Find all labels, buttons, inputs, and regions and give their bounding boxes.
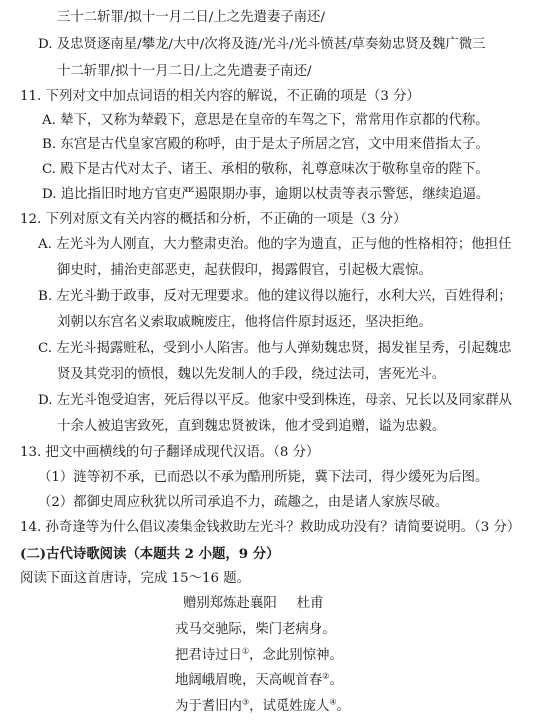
q11-option-c: C. 殿下是古代对太子、诸王、承相的敬称，礼尊意味次于敬称皇帝的陛下。: [42, 162, 489, 177]
poem-line-2: 把君诗过日①，念此别惊神。: [175, 646, 343, 663]
footnote-marker-4: ④: [329, 697, 337, 707]
q12-option-a-line1: A. 左光斗为人刚直，大力整肃吏治。他的字为遗直，正与他的性格相符；他担任: [38, 237, 512, 252]
q12-option-d-line2: 十余人被追害致死，直到魏忠贤被诛，他才受到追赠，谥为忠毅。: [57, 419, 446, 434]
q12-option-c-line1: C. 左光斗揭露赃私，受到小人陷害。他与人弹劾魏忠贤，揭发崔呈秀，引起魏忠: [38, 341, 512, 356]
q12-stem: 12. 下列对原文有关内容的概括和分析，不正确的一项是（3 分）: [20, 212, 407, 227]
q11-option-b: B. 东宫是古代皇家宫殿的称呼，由于是太子所居之宫，文中用来借指太子。: [42, 137, 489, 152]
q13-sentence-2: （2）都御史周应秋犹以所司承追不力，疏趣之，由是诸人家族尽破。: [38, 495, 449, 510]
poem-title: 赠别郑炼赴襄阳: [183, 596, 277, 611]
footnote-marker-1: ①: [241, 646, 250, 656]
poem-line-1: 戎马交驰际，柴门老病身。: [175, 622, 336, 637]
q11-option-a: A. 辇下，又称为辇毂下，意思是在皇帝的车驾之下，常常用作京都的代称。: [42, 113, 489, 128]
instruction: 阅读下面这首唐诗，完成 15～16 题。: [20, 571, 251, 586]
q12-option-a-line2: 御史时，捕治吏部恶吏，起获假印，揭露假官，引起极大震惊。: [57, 263, 432, 278]
q12-option-b-line2: 刘朝以东宫名义索取戚畹废庄，他将信件原封返还，坚决拒绝。: [57, 315, 432, 330]
q12-option-d-line1: D. 左光斗饱受迫害，死后得以平反。他家中受到株连，母亲、兄长以及同家群从: [38, 393, 513, 408]
option-d-continuation: 十二斩罪/拟十一月二日/上之先遣妻子南还/: [57, 64, 312, 79]
q11-stem: 11. 下列对文中加点词语的相关内容的解说，不正确的项是（3 分）: [20, 89, 420, 104]
poem-line-3: 地阔峨眉晚，天高岘首春②。: [175, 671, 343, 688]
section-note: （本题共 2 小题，9 分）: [126, 546, 280, 562]
q11-option-d: D. 追比指旧时地方官吏严遏限期办事，逾期以杖责等表示警惩，继续追逼。: [42, 187, 490, 202]
poem-title-line: [183, 595, 324, 613]
footnote-marker-3: ③: [241, 697, 250, 707]
poem-author: 杜甫: [296, 596, 324, 611]
q12-option-c-line2: 贤及其党羽的愤恨，魏以先发制人的手段，绕过法司，害死光斗。: [57, 367, 446, 382]
q12-option-b-line1: B. 左光斗勤于政事，反对无理要求。他的建议得以施行，水利大兴，百姓得利；: [38, 289, 512, 304]
q13-stem: 13. 把文中画横线的句子翻译成现代汉语。（8 分）: [20, 445, 320, 460]
footnote-marker-2: ②: [322, 671, 330, 681]
option-d: D. 及忠贤逐南星/攀龙/大中/次将及涟/光斗/光斗愤甚/草奏劾忠贤及魏广微三: [38, 37, 486, 52]
section-heading: [20, 545, 280, 564]
section-title: (二)古代诗歌阅读: [20, 546, 127, 562]
option-c-continuation: 三十二斩罪/拟十一月二日/上之先遣妻子南还/: [57, 10, 325, 25]
poem-line-4: 为于耆旧内③，试觅姓庞人④。: [175, 697, 351, 714]
q13-sentence-1: （1）涟等初不承，已而恐以不承为酷刑所毙，冀下法司，得少缓死为后图。: [38, 470, 489, 485]
q14-stem: 14. 孙奇逢等为什么倡议凑集金钱救助左光斗？救助成功没有？请简要说明。（3 分）: [20, 520, 521, 535]
